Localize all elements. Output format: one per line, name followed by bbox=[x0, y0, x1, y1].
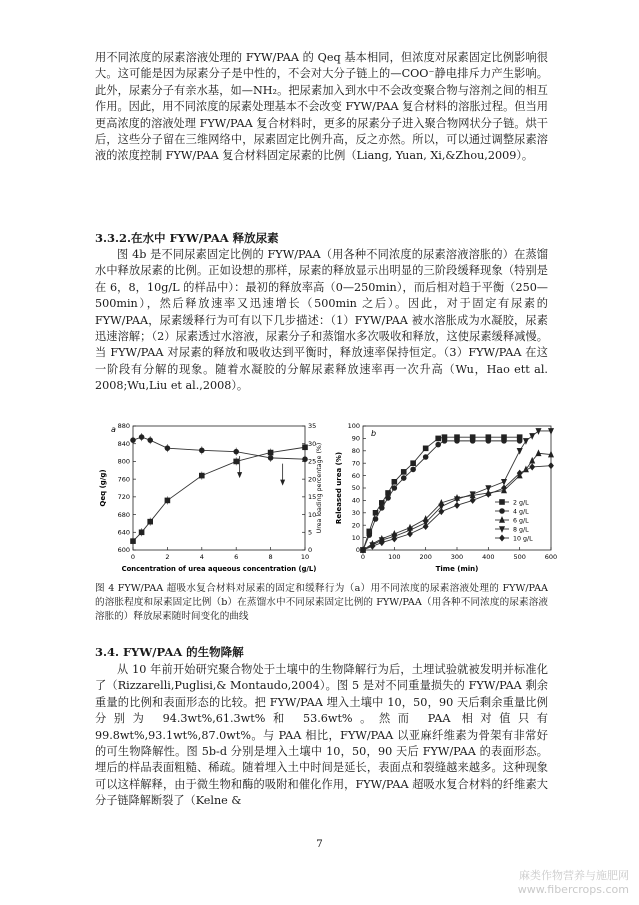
chart-b-series-2-point bbox=[423, 455, 428, 460]
watermark bbox=[518, 869, 629, 897]
chart-b-ytick-label: 80 bbox=[351, 447, 360, 455]
chart-b-series-1-point bbox=[401, 469, 406, 474]
chart-b-series-2-point bbox=[411, 467, 416, 472]
chart-b-series-5-point bbox=[408, 531, 413, 537]
chart-b-xtick-label: 0 bbox=[360, 553, 366, 561]
chart-a-series-2-point bbox=[303, 445, 308, 450]
chart-b-ytick-label: 90 bbox=[351, 434, 360, 443]
chart-a-xtick-label: 2 bbox=[165, 553, 170, 561]
chart-a-y2tick-label: 0 bbox=[308, 546, 313, 555]
chart-b-series-4-point bbox=[517, 448, 522, 453]
chart-b-ytick-label: 10 bbox=[351, 533, 360, 542]
chart-b-ytick-label: 40 bbox=[351, 496, 360, 505]
chart-a-y2tick-label: 35 bbox=[308, 422, 317, 431]
chart-a-series-1-point bbox=[139, 435, 144, 440]
chart-a-ytick-label: 840 bbox=[117, 439, 130, 448]
chart-b-series-2-point bbox=[517, 438, 522, 443]
chart-a-xtick-label: 0 bbox=[130, 553, 136, 561]
chart-a-ytick-label: 640 bbox=[117, 528, 130, 537]
chart-b-series-2-point bbox=[470, 438, 475, 443]
chart-b-legend-5-marker bbox=[500, 535, 505, 541]
chart-b-series-2-point bbox=[455, 438, 460, 443]
chart-b-series-2-point bbox=[379, 505, 384, 510]
chart-a-ytick-label: 880 bbox=[117, 422, 130, 431]
chart-a-series-2-point bbox=[199, 473, 204, 478]
chart-a-y2tick-label: 10 bbox=[308, 510, 317, 519]
chart-b-series-2-point bbox=[367, 533, 372, 538]
watermark-line-2: www.fibercrops.com bbox=[517, 883, 629, 896]
chart-b-series-1-point bbox=[411, 461, 416, 466]
chart-b-legend-4-label: 8 g/L bbox=[513, 526, 529, 534]
chart-a-series-2-line bbox=[133, 447, 305, 541]
chart-a-series-1-point bbox=[303, 457, 308, 462]
chart-b-legend-5-label: 10 g/L bbox=[513, 535, 533, 543]
chart-a-ytick-label: 600 bbox=[117, 546, 130, 555]
chart-b-legend-1-label: 2 g/L bbox=[513, 499, 529, 507]
chart-b-series-5-point bbox=[455, 502, 460, 508]
chart-b-series-1-point bbox=[392, 479, 397, 484]
chart-b-series-5-point bbox=[470, 498, 475, 504]
chart-b-series-2-point bbox=[486, 438, 491, 443]
chart-a-ylabel: Qeq (g/g) bbox=[99, 469, 107, 507]
chart-b-series-2-point bbox=[392, 486, 397, 491]
chart-b-ytick-label: 70 bbox=[351, 459, 360, 468]
chart-a-xtick-label: 8 bbox=[268, 553, 273, 561]
chart-b-xtick-label: 600 bbox=[544, 553, 558, 561]
figure-caption: 图 4 FYW/PAA 超吸水复合材料对尿素的固定和缓释行为（a）用不同浓度的尿素溶液处理的 FYW/PAA 的溶胀程度和尿素固定比例（b）在蒸馏水中不同尿素固定比例的 FYW/PAA（用各种不同浓度的尿素溶液溶胀的）释放尿素随时间变化的曲线 bbox=[95, 583, 549, 623]
chart-b-series-2-point bbox=[436, 442, 441, 447]
section-heading-34: 3.4. FYW/PAA 的生物降解 bbox=[95, 645, 244, 659]
paragraph-2: 图 4b 是不同尿素固定比例的 FYW/PAA（用各种不同浓度的尿素溶液溶胀的）在蒸馏水中释放尿素的比例。正如设想的那样，尿素的释放显示出明显的三阶段缓释现象（特别是在 6，8，10g/L 的样品中）：最初的释放率高（0—250min），而后相对趋于平衡（250—500min），然后释放速率又迅速增长（500min 之后）。因此，对于固定有尿素的 FYW/PAA，尿素缓释行为可有以下几步描述：（1）FYW/PAA 被水溶胀成为水凝胶，尿素迅速溶解；（2）尿素透过水溶液，尿素分子和蒸馏水多次吸收和释放，这使尿素缓释减慢。当 FYW/PAA 对尿素的释放和吸收达到平衡时，释放速率保持恒定。（3）FYW/PAA 在这一阶段有分解的现象。随着水凝胶的分解尿素释放速率再一次升高（Wu，Hao ett al. 2008;Wu,Liu et al.,2008）。 bbox=[95, 248, 548, 393]
chart-b-legend-1-marker bbox=[500, 500, 505, 505]
chart-b-ytick-label: 30 bbox=[351, 509, 360, 517]
chart-a-series-1-point bbox=[131, 438, 136, 443]
chart-b-panel-label: b bbox=[371, 429, 377, 438]
chart-b-series-2-point bbox=[442, 438, 447, 443]
chart-b-series-1-point bbox=[423, 446, 428, 451]
chart-b-xtick-label: 200 bbox=[419, 553, 432, 561]
chart-a-series-2-point bbox=[148, 519, 153, 524]
chart-a-series-2-point bbox=[139, 530, 144, 535]
chart-a-y2tick-label: 25 bbox=[308, 457, 317, 466]
chart-a-ytick-label: 720 bbox=[117, 493, 130, 502]
chart-a bbox=[95, 418, 327, 578]
chart-a-ytick-label: 680 bbox=[117, 510, 130, 519]
chart-b-ytick-label: 60 bbox=[351, 471, 360, 480]
chart-a-y2tick-label: 5 bbox=[308, 528, 313, 537]
chart-b-legend-2-label: 4 g/L bbox=[513, 508, 529, 516]
chart-a-series-1-point bbox=[199, 448, 204, 453]
chart-a-series-2-point bbox=[268, 450, 273, 455]
chart-a-y2label: Urea loading percentage (%) bbox=[316, 442, 323, 534]
chart-b-legend-2-marker bbox=[500, 509, 505, 514]
chart-b-series-1-point bbox=[436, 436, 441, 441]
page-number: 7 bbox=[316, 838, 323, 850]
chart-b-series-1-point bbox=[373, 510, 378, 515]
paragraph-3: 从 10 年前开始研究聚合物处于土壤中的生物降解行为后，土埋试验就被发明并标准化了（Rizzarelli,Puglisi,& Montaudo,2004）。图 5 是对不同重量损失的 FYW/PAA 剩余重量的比例和表面形态的比较。把 FYW/PAA 埋入土壤中 10，50，90 天后剩余重量比例分别为 94.3wt%,61.3wt%和 53.6wt%。然而 PAA 相对值只有 99.8wt%,93.1wt%,87.0wt%。与 PAA 相比，FYW/PAA 以亚麻纤维素为骨架有非常好的可生物降解性。图 5b-d 分别是埋入土壤中 10，50，90 天后 FYW/PAA 的表面形态。埋后的样品表面粗糙、稀疏。随着埋入土中时间是延长，表面点和裂缝越来越多。这种现象可以这样解释，由于微生物和酶的吸附和催化作用，FYW/PAA 超吸水复合材料的纤维素大分子链降解断裂了（Kelne & bbox=[95, 663, 548, 808]
chart-b-series-5-point bbox=[486, 491, 491, 497]
chart-b-series-2-point bbox=[386, 496, 391, 501]
chart-a-panel-label: a bbox=[111, 425, 116, 434]
chart-b-xtick-label: 400 bbox=[482, 553, 495, 561]
chart-b-ytick-label: 20 bbox=[351, 521, 360, 530]
chart-b-ytick-label: 0 bbox=[355, 546, 360, 555]
chart-b-ylabel: Released urea (%) bbox=[335, 451, 343, 525]
chart-a-xlabel: Concentration of urea aqueous concentration (g/L) bbox=[121, 565, 317, 573]
chart-b-xtick-label: 100 bbox=[388, 553, 401, 561]
chart-a-ytick-label: 800 bbox=[117, 457, 130, 466]
chart-a-xtick-label: 4 bbox=[199, 553, 204, 561]
chart-b-ytick-label: 100 bbox=[347, 422, 360, 431]
chart-a-y2tick-label: 15 bbox=[308, 493, 317, 502]
chart-a-series-1-point bbox=[234, 449, 239, 454]
chart-a-arrow-left-head bbox=[237, 472, 242, 478]
chart-b-xtick-label: 500 bbox=[513, 553, 526, 561]
chart-b-series-2-point bbox=[373, 517, 378, 522]
chart-a-series-1-point bbox=[148, 438, 153, 443]
chart-a-series-2-point bbox=[131, 539, 136, 544]
chart-a-series-2-point bbox=[234, 459, 239, 464]
chart-a-y2tick-label: 20 bbox=[308, 475, 317, 484]
paragraph-1: 用不同浓度的尿素溶液处理的 FYW/PAA 的 Qeq 基本相同，但浓度对尿素固定比例影响很大。这可能是因为尿素分子是中性的，不会对大分子链上的—COO⁻静电排斥力产生影响。此外，尿素分子有亲水基，如—NH₂。把尿素加入到水中不会改变聚合物与溶剂之间的相互作用。因此，用不同浓度的尿素处理基本不会改变 FYW/PAA 复合材料的溶胀过程。但当用更高浓度的溶液处理 FYW/PAA 复合材料时，更多的尿素分子进入聚合物网状分子链。烘干后，这些分子留在三维网络中，尿素固定比例升高，反之亦然。所以，可以通过调整尿素溶液的浓度控制 FYW/PAA 复合材料固定尿素的比例（Liang, Yuan, Xi,&Zhou,2009）。 bbox=[95, 51, 548, 163]
chart-b-ytick-label: 50 bbox=[351, 484, 360, 493]
section-heading-332: 3.3.2.在水中 FYW/PAA 释放尿素 bbox=[95, 231, 279, 245]
chart-a-xtick-label: 6 bbox=[234, 553, 239, 561]
chart-b-series-5-point bbox=[530, 464, 535, 470]
chart-a-y2tick-label: 30 bbox=[308, 439, 317, 448]
chart-a-xtick-label: 10 bbox=[300, 553, 310, 561]
chart-b-xtick-label: 300 bbox=[450, 553, 464, 561]
chart-a-ytick-label: 760 bbox=[117, 475, 130, 484]
watermark-line-1: 麻类作物营养与施肥网 bbox=[519, 869, 629, 882]
chart-a-series-1-point bbox=[165, 446, 170, 451]
chart-b-series-5-point bbox=[549, 463, 554, 469]
chart-b bbox=[333, 418, 561, 578]
chart-b-xlabel: Time (min) bbox=[435, 565, 479, 573]
chart-b-series-2-point bbox=[502, 438, 507, 443]
chart-a-series-1-line bbox=[133, 437, 305, 459]
chart-a-arrow-right-head bbox=[280, 480, 285, 486]
chart-a-series-2-point bbox=[165, 498, 170, 503]
chart-b-legend-3-label: 6 g/L bbox=[513, 517, 529, 525]
chart-b-series-2-point bbox=[401, 476, 406, 481]
chart-b-series-4-point bbox=[530, 434, 535, 439]
